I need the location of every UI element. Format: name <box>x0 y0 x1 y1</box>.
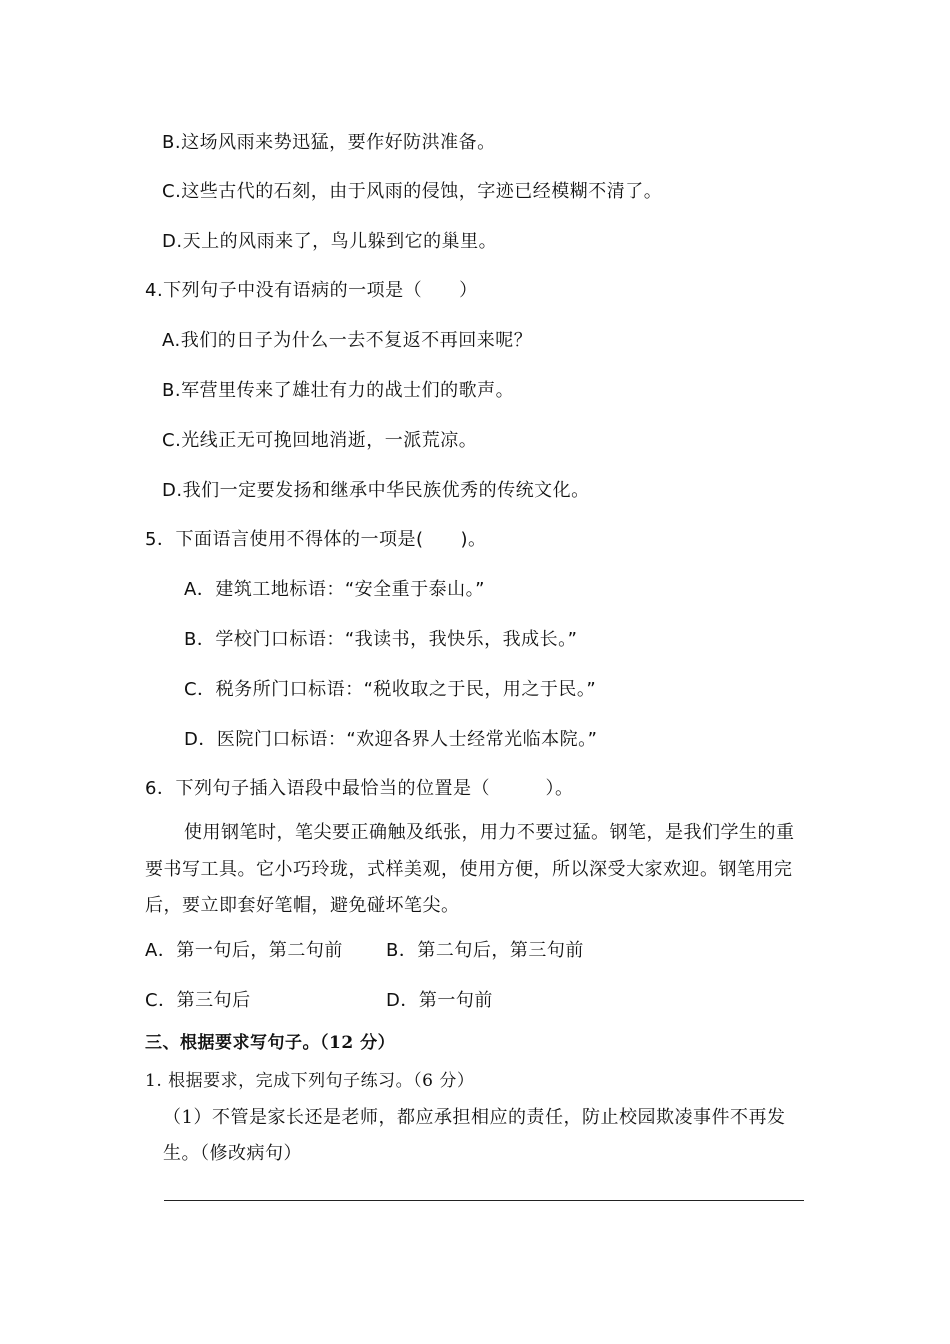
q6-option-c: C．第三句后 <box>145 990 251 1011</box>
q3-option-d: D.天上的风雨来了，鸟儿躲到它的巢里。 <box>162 231 498 252</box>
answer-line <box>164 1200 804 1201</box>
q5-option-b: B．学校门口标语：“我读书，我快乐，我成长。” <box>184 629 578 650</box>
section-title: 三、根据要求写句子。（12 分） <box>145 1033 396 1053</box>
q3-option-c: C.这些古代的石刻，由于风雨的侵蚀，字迹已经模糊不清了。 <box>162 181 663 202</box>
q5-option-a: A．建筑工地标语：“安全重于泰山。” <box>184 579 485 600</box>
q6-paragraph-line-2: 要书写工具。它小巧玲珑，式样美观，使用方便，所以深受大家欢迎。钢笔用完 <box>145 859 793 880</box>
q3-option-b: B.这场风雨来势迅猛，要作好防洪准备。 <box>162 132 496 153</box>
section-q1-stem: 1. 根据要求，完成下列句子练习。（6 分） <box>145 1071 475 1091</box>
q6-option-a: A．第一句后，第二句前 <box>145 940 343 961</box>
q6-stem: 6．下列句子插入语段中最恰当的位置是（ ）。 <box>145 778 574 799</box>
q5-option-c: C．税务所门口标语：“税收取之于民，用之于民。” <box>184 679 597 700</box>
q4-option-d: D.我们一定要发扬和继承中华民族优秀的传统文化。 <box>162 480 590 501</box>
q5-stem: 5．下面语言使用不得体的一项是( )。 <box>145 529 487 550</box>
q4-option-c: C.光线正无可挽回地消逝，一派荒凉。 <box>162 430 478 451</box>
q4-stem: 4.下列句子中没有语病的一项是（ ） <box>145 280 478 301</box>
q6-paragraph-line-1: 使用钢笔时，笔尖要正确触及纸张，用力不要过猛。钢笔，是我们学生的重 <box>184 822 795 843</box>
q6-option-b: B．第二句后，第三句前 <box>386 940 584 961</box>
q4-option-b: B.军营里传来了雄壮有力的战士们的歌声。 <box>162 380 515 401</box>
q4-option-a: A.我们的日子为什么一去不复返不再回来呢？ <box>162 330 533 351</box>
q6-paragraph-line-3: 后，要立即套好笔帽，避免碰坏笔尖。 <box>145 895 460 916</box>
q6-option-d: D．第一句前 <box>386 990 493 1011</box>
section-q1-item1-line-2: 生。（修改病句） <box>163 1143 302 1164</box>
section-q1-item1-line-1: （1）不管是家长还是老师，都应承担相应的责任，防止校园欺凌事件不再发 <box>163 1107 786 1128</box>
q5-option-d: D．医院门口标语：“欢迎各界人士经常光临本院。” <box>184 729 598 750</box>
